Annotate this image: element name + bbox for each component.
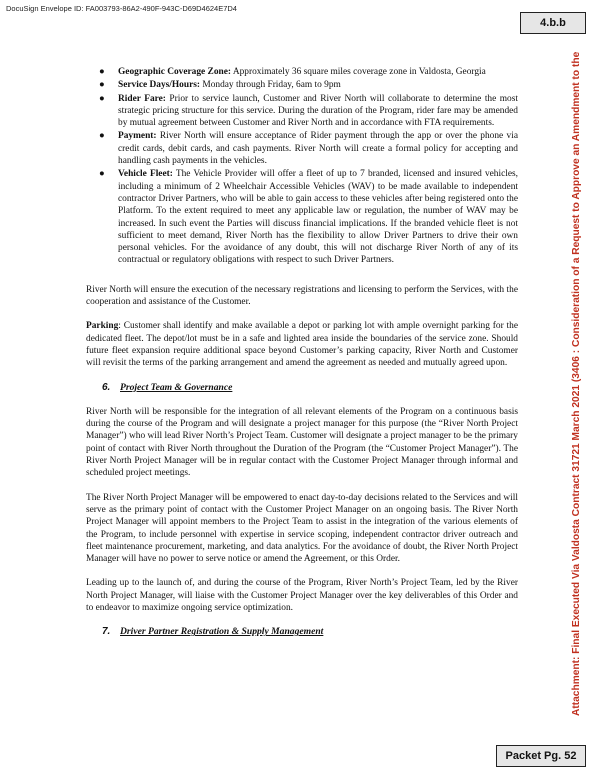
document-body [86, 66, 518, 639]
parking-paragraph: Parking: Customer shall identify and make available a depot or parking lot with ample overnight parking for the dedicated fleet. The depot/lot must be in a safe and lighted area inside the boundaries of the service zone. Should future fleet expansion require additional space beyond Customer’s parking capacity, River North and Customer will revisit the terms of the parking arrangement and amend the agreement as needed and mutually agreed upon. [86, 321, 518, 369]
attachment-side-note: Attachment: Final Executed Via Valdosta Contract 31721 March 2021 (3406 : Consideration of a Request to Approve an Amendment to the [571, 51, 582, 716]
bullet-icon: ● [99, 131, 105, 142]
list-item: ● Service Days/Hours: Monday through Friday, 6am to 9pm [99, 80, 341, 91]
section-7-title: Driver Partner Registration & Supply Management [120, 626, 324, 638]
page-tag: 4.b.b [520, 12, 586, 34]
service-details-list [86, 66, 518, 267]
section-6-heading: 6. Project Team & Governance [102, 381, 233, 393]
section-6-title: Project Team & Governance [120, 381, 233, 393]
bullet-icon: ● [99, 67, 105, 77]
parking-term: Parking [86, 321, 119, 332]
bullet-icon: ● [99, 93, 105, 104]
registrations-paragraph: River North will ensure the execution of the necessary registrations and licensing to perform the Services, with the cooperation and assistance of the Customer. [86, 284, 518, 308]
packet-page-label: Packet Pg. 52 [496, 745, 586, 767]
bullet-icon: ● [99, 80, 105, 91]
list-item: ● Vehicle Fleet: The Vehicle Provider will offer a fleet of up to 7 branded, licensed and insured vehicles, including a minimum of 2 Wheelchair Accessible Vehicles (WAV) to be made available to independent contractor Driver Partners, who will be able to gain access to these vehicles after being registered onto the Platform. To the extent required to meet any applicable law or regulation, the number of WAV may be increased. In such event the Parties will discuss financial implications. If the branded vehicle fleet is not sufficient to meet demand, River North has the flexibility to allow Driver Partners to drive their own personal vehicles. For the avoidance of any doubt, this will not discharge River North of any of its contractual or regulatory obligations with respect to such Driver Partners. [99, 169, 519, 266]
list-item: ● Geographic Coverage Zone: Approximately 36 square miles coverage zone in Valdosta, Georgia [99, 67, 486, 77]
docusign-envelope-id: DocuSign Envelope ID: FA003793-86A2-490F-943C-D69D4624E7D4 [6, 4, 237, 13]
section-6-paragraph: The River North Project Manager will be empowered to enact day-to-day decisions related to the Services and will serve as the primary point of contact with the Customer Project Manager on an ongoing basis. The River North Project Manager will appoint members to the Project Team to assist in the integration of the various elements of the Program, to include personnel with expertise in service scoping, independent contractor driver outreach and fleet maintenance procurement, marketing, and data analytics. For the avoidance of doubt, the River North Project Manager will have no power to serve notice or amend the Agreement, or this Order. [86, 492, 518, 565]
list-item: ● Rider Fare: Prior to service launch, Customer and River North will collaborate to determine the most strategic pricing structure for this service. During the duration of the Program, rider fare may be amended by mutual agreement between Customer and River North and in accordance with FTA requirements. [99, 93, 518, 129]
section-7-heading: 7. Driver Partner Registration & Supply Management [102, 626, 324, 638]
section-6-paragraph: Leading up to the launch of, and during the course of the Program, River North’s Project Team, led by the River North Project Manager, will liaise with the Customer Project Manager over the key deliverables of this Order and to endeavor to maximize ongoing service optimization. [86, 578, 518, 613]
section-6-paragraph: River North will be responsible for the integration of all relevant elements of the Program on a continuous basis during the course of the Program and will designate a project manager for this purpose (the “River North Project Manager”) who will lead River North’s Project Team. Customer will designate a project manager to be the primary point of contact with River North throughout the Duration of the Program (the “Customer Project Manager”). The River North Project Manager will be in regular contact with the Customer Project Manager through informal and scheduled project meetings. [86, 406, 518, 479]
list-item: ● Payment: River North will ensure acceptance of Rider payment through the app or over the phone via credit cards, debit cards, and cash payments. River North will create a formal policy for accepting and handling cash payments in the vehicles. [99, 131, 518, 167]
bullet-icon: ● [99, 169, 105, 180]
